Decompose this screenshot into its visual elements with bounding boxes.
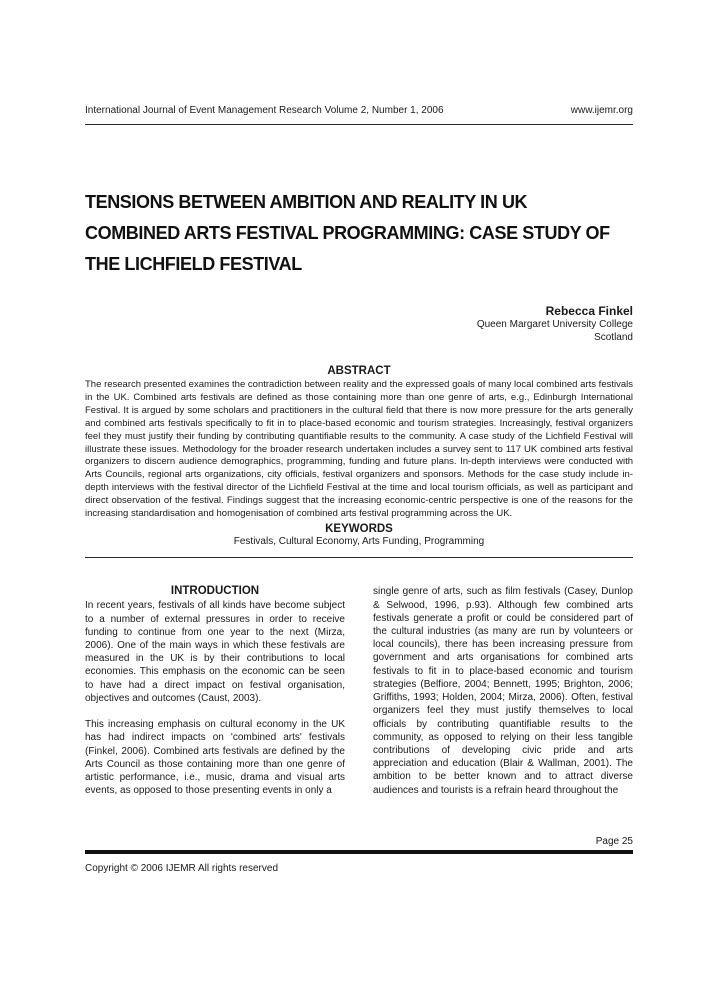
paper-title-line-1: TENSIONS BETWEEN AMBITION AND REALITY IN UK [85,192,528,212]
body-columns [85,585,633,810]
section-divider-rule [85,557,633,558]
paper-title [85,187,633,280]
keywords-heading: KEYWORDS [325,522,393,535]
author-name: Rebecca Finkel [545,304,633,318]
journal-header [85,105,633,125]
author-affiliation: Queen Margaret University College [476,319,633,330]
copyright-notice: Copyright © 2006 IJEMR All rights reserved [85,863,279,874]
footer-rule [85,850,633,854]
page-content [85,105,633,810]
journal-website: www.ijemr.org [570,105,633,116]
page-number: Page 25 [595,836,633,847]
intro-paragraph-3: single genre of arts, such as film festivals (Casey, Dunlop & Selwood, 1996, p.93). Although few combined arts festivals generate a profit or could be considered part of the cultural industries (as many are run by volunteers or local councils), there has been increasing pressure from government and arts organisations for combined arts festivals to fit in to place-based economic and tourism strategies (Belfiore, 2004; Bennett, 1995; Brighton, 2006; Griffiths, 1993; Holden, 2004; Mirza, 2006). Often, festival organizers feel they must justify themselves to local officials by contributing quantifiable results to the community, as opposed to relying on their less tangible contributions of developing civic pride and arts appreciation and education (Blair & Wallman, 2001). The ambition to be better known and to attract diverse audiences and tourists is a refrain heard throughout the [373,586,633,796]
paper-title-line-3: THE LICHFIELD FESTIVAL [85,254,302,274]
journal-name: International Journal of Event Management Research Volume 2, Number 1, 2006 [85,105,444,116]
introduction-heading: INTRODUCTION [170,585,260,598]
keywords-list: Festivals, Cultural Economy, Arts Funding, Programming [233,535,485,547]
intro-paragraph-2: This increasing emphasis on cultural economy in the UK has had indirect impacts on 'combined arts' festivals (Finkel, 2006). Combined arts festivals are defined by the Arts Council as those containing more than one genre of artistic performance, i.e., music, drama and visual arts events, as opposed to those presenting events in only a [85,719,345,797]
abstract-text: The research presented examines the contradiction between reality and the expressed goals of many local combined arts festivals in the UK. Combined arts festivals are defined as those containing more than one genre of arts, e.g., Edinburgh International Festival. It is argued by some scholars and practitioners in the cultural field that there is now more pressure for the arts generally and combined arts festivals specifically to fit in to place-based economic and tourism strategies. Increasingly, festival organizers feel they must justify their funding by contributing quantifiable results to the community. A case study of the Lichfield Festival will illustrate these issues. Methodology for the broader research undertaken includes a survey sent to 117 UK combined arts festival organizers to discern audience demographics, programming, funding and future plans. In-depth interviews were conducted with Arts Councils, regional arts organizations, city officials, festival organizers and sponsors. Methods for the case study include in-depth interviews with the festival director of the Lichfield Festival at the time and local tourism officials, as well as participant and direct observation of the festival. Findings suggest that the increasing economic-centric perspective is one of the reasons for the increasing standardisation and homogenisation of combined arts festival programming across the UK. [85,379,633,520]
paper-title-line-2: COMBINED ARTS FESTIVAL PROGRAMMING: CASE STUDY OF [85,223,610,243]
intro-paragraph-1: In recent years, festivals of all kinds have become subject to a number of external pressures in order to receive funding to continue from one year to the next (Mirza, 2006). One of the main ways in which these festivals are measured in the UK is by their contributions to local economies. This emphasis on the economic can be seen to have had a direct impact on festival organisation, objectives and outcomes (Caust, 2003). [85,600,345,704]
left-column [85,585,345,810]
right-column [373,585,633,810]
author-location: Scotland [594,331,633,343]
abstract-heading: ABSTRACT [327,365,391,377]
author-block [85,304,633,344]
